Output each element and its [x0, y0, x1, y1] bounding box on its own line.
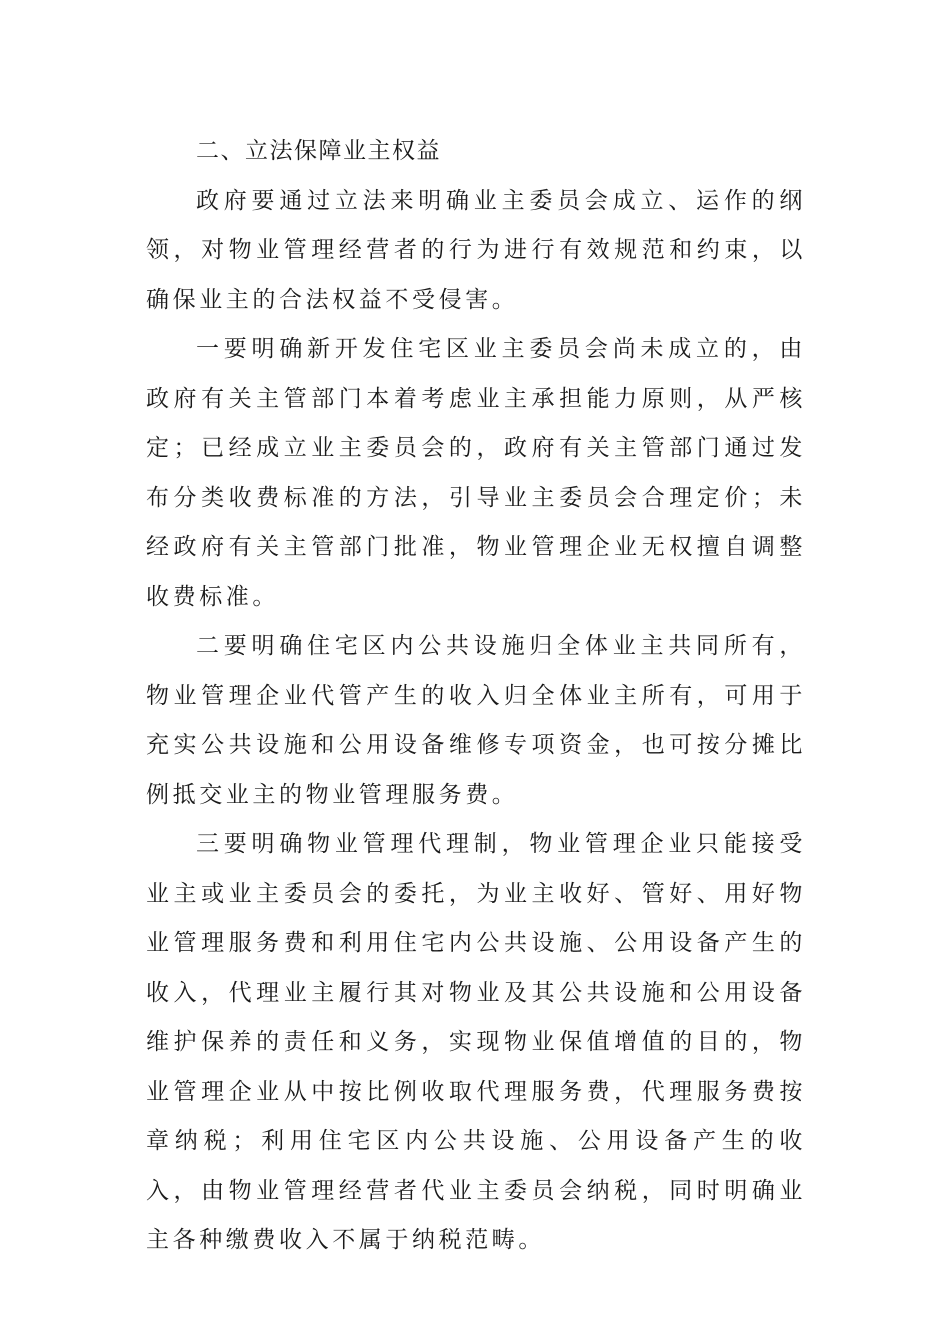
- paragraph-intro: 政府要通过立法来明确业主委员会成立、运作的纲领，对物业管理经营者的行为进行有效规范和约束，以确保业主的合法权益不受侵害。: [146, 187, 806, 313]
- document-body: [146, 127, 806, 1266]
- paragraph-point-two: 二要明确住宅区内公共设施归全体业主共同所有，物业管理企业代管产生的收入归全体业主所有，可用于充实公共设施和公用设备维修专项资金，也可按分摊比例抵交业主的物业管理服务费。: [146, 633, 806, 808]
- section-heading: 二、立法保障业主权益: [196, 138, 441, 164]
- paragraph-point-three: 三要明确物业管理代理制，物业管理企业只能接受业主或业主委员会的委托，为业主收好、管好、用好物业管理服务费和利用住宅内公共设施、公用设备产生的收入，代理业主履行其对物业及其公共设施和公用设备维护保养的责任和义务，实现物业保值增值的目的，物业管理企业从中按比例收取代理服务费，代理服务费按章纳税；利用住宅区内公共设施、公用设备产生的收入，由物业管理经营者代业主委员会纳税，同时明确业主各种缴费收入不属于纳税范畴。: [146, 831, 806, 1253]
- paragraph-point-one: 一要明确新开发住宅区业主委员会尚未成立的，由政府有关主管部门本着考虑业主承担能力原则，从严核定；已经成立业主委员会的，政府有关主管部门通过发布分类收费标准的方法，引导业主委员会合理定价；未经政府有关主管部门批准，物业管理企业无权擅自调整收费标准。: [146, 336, 806, 610]
